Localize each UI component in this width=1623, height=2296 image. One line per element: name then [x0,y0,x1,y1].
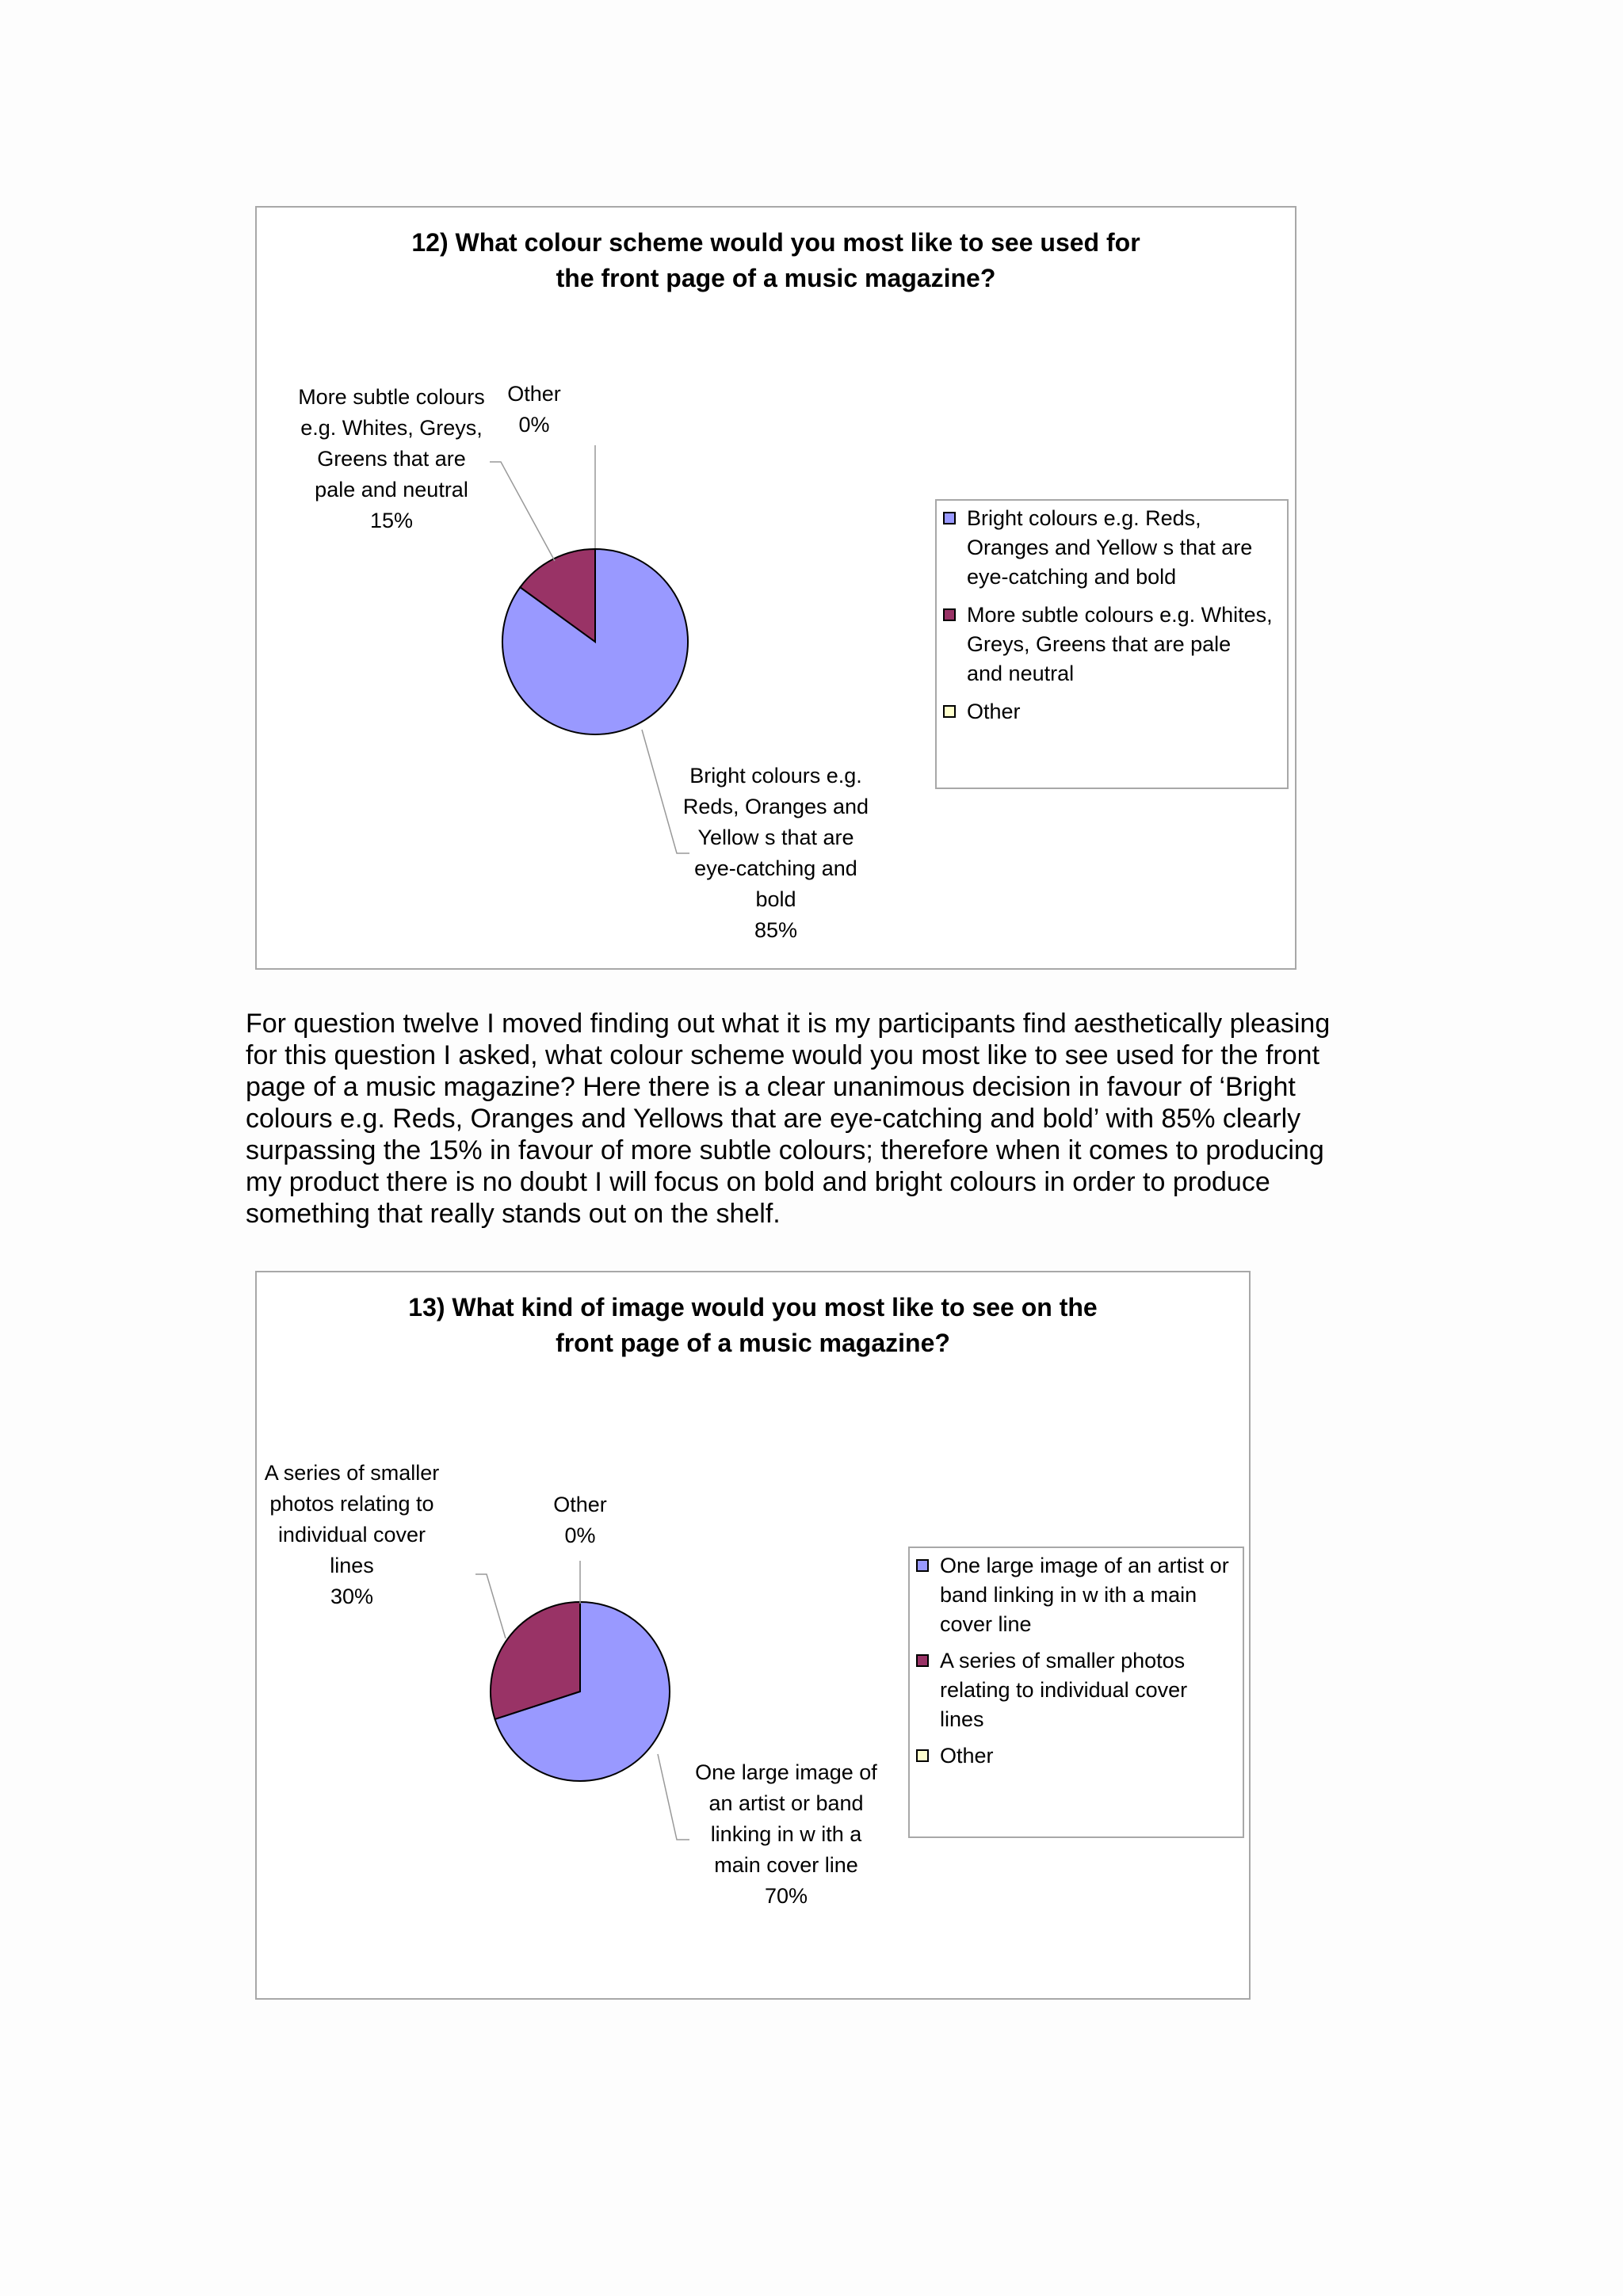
chart-title-line-2: the front page of a music magazine? [556,264,996,292]
leader-line-series [475,1574,506,1638]
chart-legend: One large image of an artist or band linking in w ith a main cover line A series of smaller photos relating to individual cover lines Other [908,1547,1244,1838]
pie-slices [502,549,688,734]
chart-title-line-1: 12) What colour scheme would you most like to see used for [411,228,1140,257]
slice-label-large: One large image of an artist or band linking in w ith a main cover line 70% [695,1760,877,1908]
body-paragraph: For question twelve I moved finding out what it is my participants find aesthetically pleasing for this question I asked, what colour scheme would you most like to see used for the front page of a music magazine? Here there is a clear unanimous decision in favour of ‘Bright colours e.g. Reds, Oranges and Yellows that are eye-catching and bold’ with 85% clearly surpassing the 15% in favour of more subtle colours; therefore when it comes to producing my product there is no doubt I will focus on bold and bright colours in order to produce something that really stands out on the shelf. [246,1009,1331,1229]
slice-label-other: Other 0% [553,1493,607,1547]
legend-swatch [916,1654,929,1667]
slice-label-subtle: More subtle colours e.g. Whites, Greys, Greens that are pale and neutral 15% [298,385,485,532]
pie-slices [491,1602,670,1781]
chart-title-line-1: 13) What kind of image would you most like to see on the [408,1293,1098,1322]
chart-12-colour-scheme [255,206,1296,970]
slice-label-series: A series of smaller photos relating to individual cover lines 30% [264,1461,440,1608]
legend-swatch [943,608,956,621]
slice-label-bright: Bright colours e.g. Reds, Oranges and Yellow s that are eye-catching and bold 85% [682,764,869,942]
chart-legend: Bright colours e.g. Reds, Oranges and Yellow s that are eye-catching and bold More subtle colours e.g. Whites, Greys, Greens that are pale and neutral Other [935,499,1289,789]
legend-swatch [943,512,956,524]
legend-swatch [916,1559,929,1572]
legend-swatch [943,705,956,718]
chart-title-line-2: front page of a music magazine? [556,1329,950,1357]
slice-label-other: Other 0% [507,382,561,437]
legend-swatch [916,1749,929,1762]
chart-13-image-type [255,1271,1251,2000]
